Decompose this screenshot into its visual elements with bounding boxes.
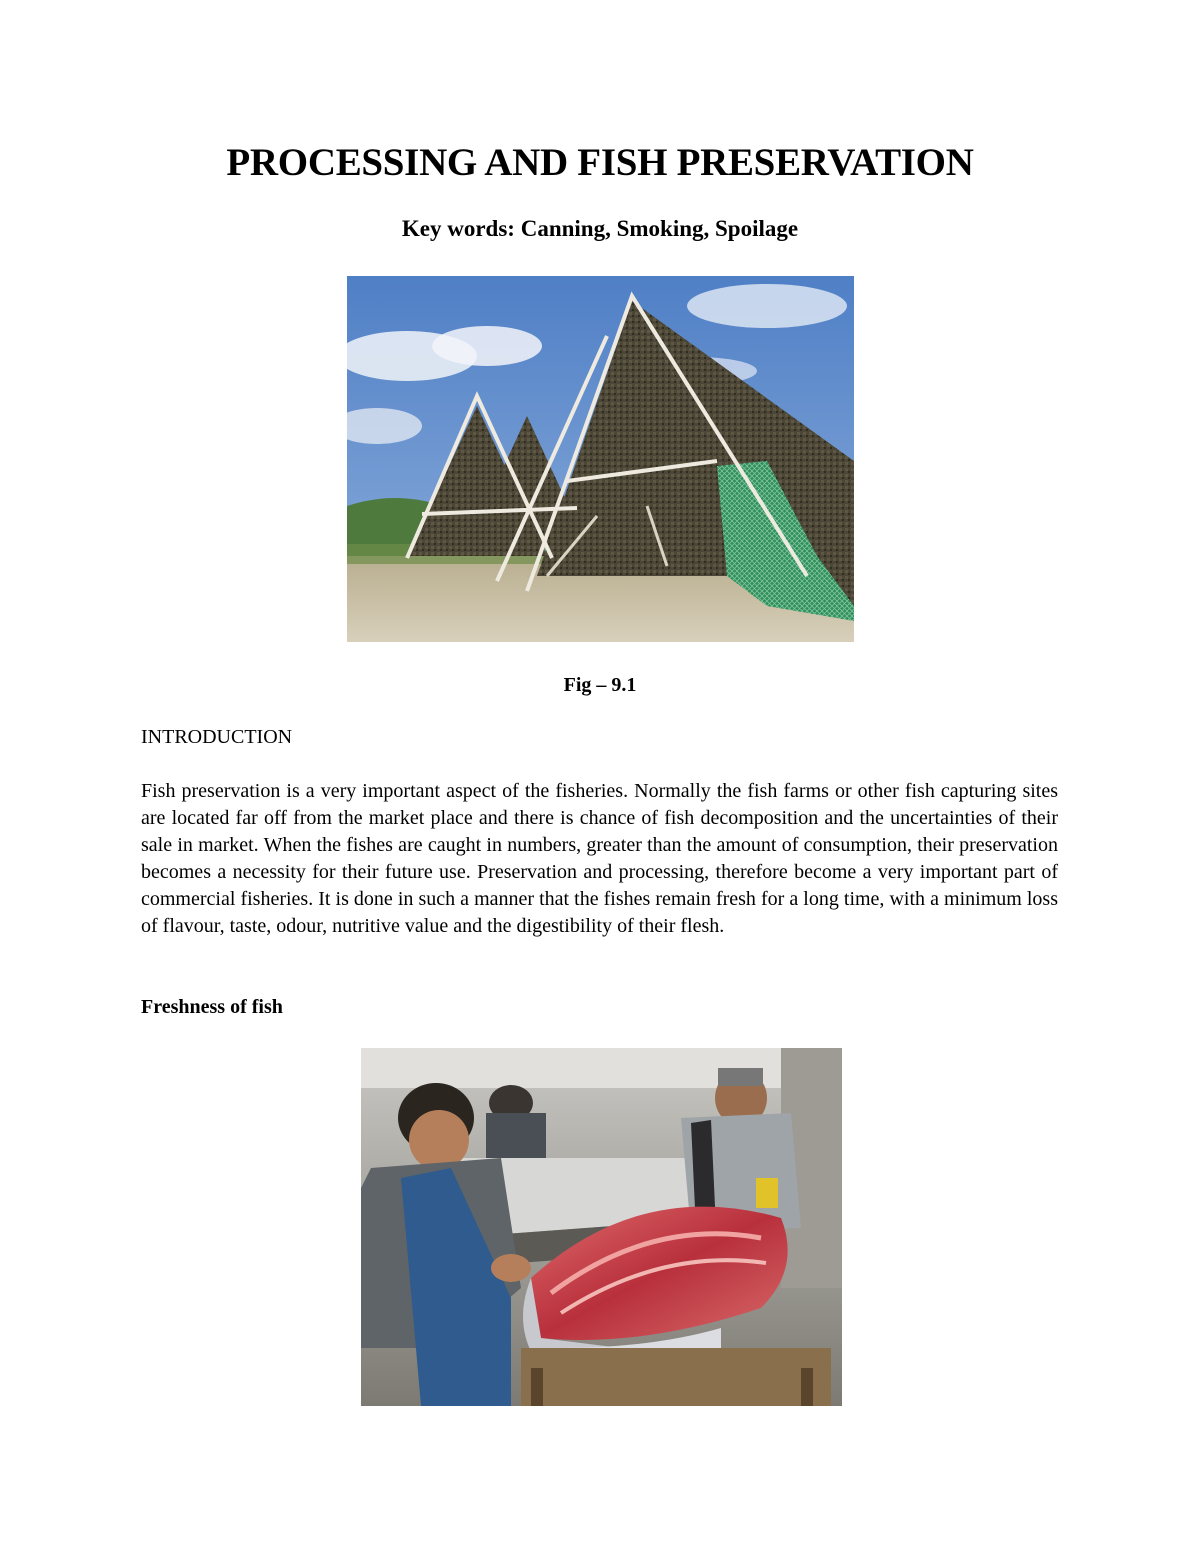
freshness-heading: Freshness of fish: [141, 996, 283, 1018]
fish-drying-racks-photo: [347, 276, 854, 642]
keywords-line: Key words: Canning, Smoking, Spoilage: [401, 216, 799, 241]
tuna-cutting-photo: [361, 1048, 842, 1406]
introduction-paragraph: Fish preservation is a very important aspect of the fisheries. Normally the fish farms or other fish capturing sites are located far off from the market place and there is chance of fish decomposition and the uncertainties of their sale in market. When the fishes are caught in numbers, greater than the amount of consumption, their preservation becomes a necessity for their future use. Preservation and processing, therefore become a very important part of commercial fisheries. It is done in such a manner that the fishes remain fresh for a long time, with a minimum loss of flavour, taste, odour, nutritive value and the digestibility of their flesh.: [141, 780, 1058, 937]
page-title: PROCESSING AND FISH PRESERVATION: [226, 141, 974, 184]
figure-caption: Fig – 9.1: [563, 674, 637, 696]
introduction-heading: INTRODUCTION: [141, 726, 293, 748]
